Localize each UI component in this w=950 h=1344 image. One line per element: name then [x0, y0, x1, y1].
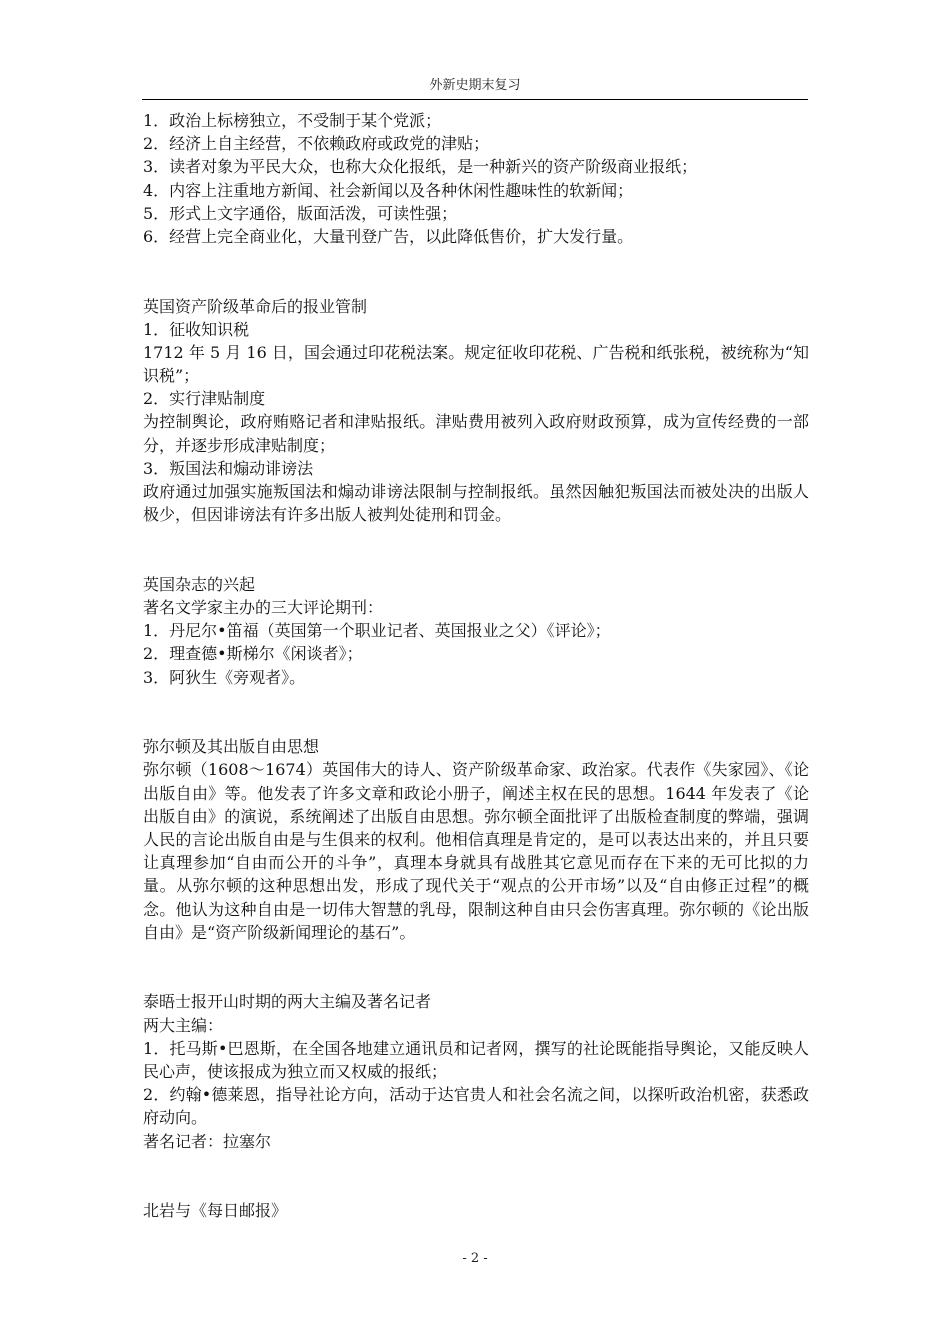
magazine-item-2: 2．理查德•斯梯尔《闲谈者》；	[143, 644, 363, 664]
section-heading-control: 英国资产阶级革命后的报业管制	[143, 296, 368, 316]
section-heading-milton: 弥尔顿及其出版自由思想	[143, 737, 320, 757]
page-number: - 2 -	[462, 1251, 488, 1266]
section-heading-times: 泰晤士报开山时期的两大主编及著名记者	[143, 992, 432, 1012]
feature-item-1: 1．政治上标榜独立，不受制于某个党派；	[143, 111, 442, 130]
header-divider	[142, 99, 808, 100]
magazine-item-1: 1．丹尼尔•笛福（英国第一个职业记者、英国报业之父）《评论》；	[143, 621, 611, 641]
page-header-title: 外新史期末复习	[429, 78, 521, 93]
magazines-intro: 著名文学家主办的三大评论期刊：	[143, 598, 384, 618]
feature-item-6: 6．经营上完全商业化，大量刊登广告，以此降低售价，扩大发行量。	[143, 226, 634, 246]
feature-item-5: 5．形式上文字通俗，版面活泼，可读性强；	[143, 203, 458, 223]
times-editors-label: 两大主编：	[143, 1015, 224, 1035]
magazine-item-3: 3．阿狄生《旁观者》。	[143, 667, 306, 687]
control-item-2-text: 为控制舆论，政府贿赂记者和津贴报纸。津贴费用被列入政府财政预算，成为宣传经费的一部分，并逐步形成津贴制度；	[143, 412, 809, 455]
control-item-3-text: 政府通过加强实施叛国法和煽动诽谤法限制与控制报纸。虽然因触犯叛国法而被处决的出版人极少，但因诽谤法有许多出版人被判处徒刑和罚金。	[143, 482, 809, 525]
feature-item-4: 4．内容上注重地方新闻、社会新闻以及各种休闲性趣味性的软新闻；	[143, 180, 634, 200]
control-item-3-title: 3．叛国法和煽动诽谤法	[143, 458, 314, 478]
control-item-2-title: 2．实行津贴制度	[143, 389, 266, 409]
times-editor-1: 1．托马斯•巴恩斯，在全国各地建立通讯员和记者网，撰写的社论既能指导舆论，又能反映人民心声，使该报成为独立而又权威的报纸；	[143, 1038, 809, 1081]
document-body	[143, 109, 809, 1222]
feature-item-3: 3．读者对象为平民大众，也称大众化报纸，是一种新兴的资产阶级商业报纸；	[143, 157, 698, 177]
milton-paragraph: 弥尔顿（1608～1674）英国伟大的诗人、资产阶级革命家、政治家。代表作《失家园》、《论出版自由》等。他发表了许多文章和政论小册子，阐述主权在民的思想。1644 年发表了《论出版自由》的演说，系统阐述了出版自由思想。弥尔顿全面批评了出版检查制度的弊端，强调人民的言论出版自由是与生俱来的权利。他相信真理是肯定的，是可以表达出来的，并且只要让真理参加“自由而公开的斗争”，真理本身就具有战胜其它意见而存在下来的无可比拟的力量。从弥尔顿的这种思想出发，形成了现代关于“观点的公开市场”以及“自由修正过程”的概念。他认为这种自由是一切伟大智慧的乳母，限制这种自由只会伤害真理。弥尔顿的《论出版自由》是“资产阶级新闻理论的基石”。	[143, 760, 809, 942]
control-item-1-text: 1712 年 5 月 16 日，国会通过印花税法案。规定征收印花税、广告税和纸张税，被统称为“知识税”；	[143, 342, 809, 386]
section-heading-magazines: 英国杂志的兴起	[143, 574, 256, 594]
times-reporter: 著名记者：拉塞尔	[143, 1131, 272, 1151]
feature-item-2: 2．经济上自主经营，不依赖政府或政党的津贴；	[143, 134, 490, 154]
times-editor-2: 2．约翰•德莱恩，指导社论方向，活动于达官贵人和社会名流之间，以探听政治机密，获悉政府动向。	[143, 1085, 809, 1128]
control-item-1-title: 1．征收知识税	[143, 319, 250, 339]
section-heading-northcliffe: 北岩与《每日邮报》	[143, 1201, 288, 1221]
